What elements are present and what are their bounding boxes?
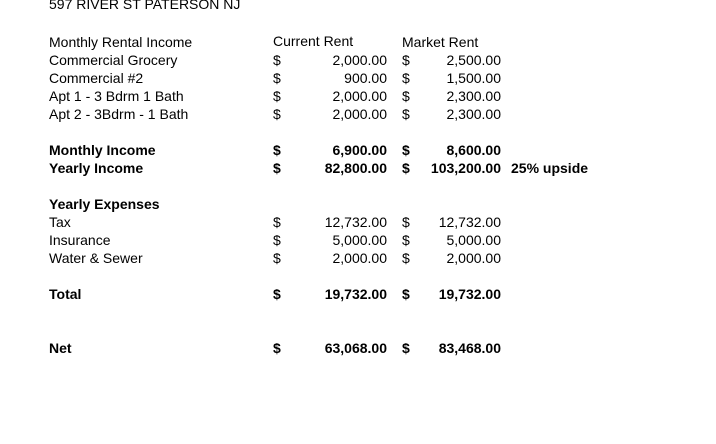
upside-note: 25% upside xyxy=(511,160,589,176)
column-header-market-rent: Market Rent xyxy=(402,34,479,50)
monthly-income-label: Monthly Income xyxy=(49,142,156,158)
currency-symbol: $ xyxy=(273,232,281,248)
currency-symbol: $ xyxy=(273,88,281,104)
net-current: 63,068.00 xyxy=(324,340,387,356)
monthly-income-market: 8,600.00 xyxy=(446,142,501,158)
current-rent-value: 2,000.00 xyxy=(332,52,387,68)
currency-symbol: $ xyxy=(273,160,281,176)
expense-row-label: Tax xyxy=(49,214,71,230)
expense-market-value: 2,000.00 xyxy=(446,250,501,266)
currency-symbol: $ xyxy=(273,214,281,230)
market-rent-value: 1,500.00 xyxy=(446,70,501,86)
currency-symbol: $ xyxy=(402,232,410,248)
monthly-income-current: 6,900.00 xyxy=(332,142,387,158)
expense-market-value: 12,732.00 xyxy=(438,214,501,230)
current-rent-value: 2,000.00 xyxy=(332,88,387,104)
currency-symbol: $ xyxy=(402,52,410,68)
currency-symbol: $ xyxy=(273,142,281,158)
currency-symbol: $ xyxy=(273,52,281,68)
market-rent-value: 2,500.00 xyxy=(446,52,501,68)
currency-symbol: $ xyxy=(402,160,410,176)
column-header-current-rent: Current Rent xyxy=(273,33,354,49)
expense-market-value: 5,000.00 xyxy=(446,232,501,248)
income-row-label: Commercial Grocery xyxy=(49,52,178,68)
market-rent-value: 2,300.00 xyxy=(446,88,501,104)
currency-symbol: $ xyxy=(402,250,410,266)
section-header-expenses: Yearly Expenses xyxy=(49,196,160,212)
expense-current-value: 2,000.00 xyxy=(332,250,387,266)
currency-symbol: $ xyxy=(402,142,410,158)
currency-symbol: $ xyxy=(273,106,281,122)
expense-current-value: 5,000.00 xyxy=(332,232,387,248)
expense-row-label: Insurance xyxy=(49,232,111,248)
page-title: 597 RIVER ST PATERSON NJ xyxy=(49,0,241,12)
yearly-income-market: 103,200.00 xyxy=(430,160,501,176)
currency-symbol: $ xyxy=(273,250,281,266)
current-rent-value: 2,000.00 xyxy=(332,106,387,122)
currency-symbol: $ xyxy=(273,340,281,356)
income-row-label: Apt 1 - 3 Bdrm 1 Bath xyxy=(49,88,184,104)
yearly-income-current: 82,800.00 xyxy=(324,160,387,176)
currency-symbol: $ xyxy=(402,340,410,356)
total-current: 19,732.00 xyxy=(324,286,387,302)
currency-symbol: $ xyxy=(273,286,281,302)
currency-symbol: $ xyxy=(273,70,281,86)
currency-symbol: $ xyxy=(402,286,410,302)
market-rent-value: 2,300.00 xyxy=(446,106,501,122)
currency-symbol: $ xyxy=(402,214,410,230)
total-market: 19,732.00 xyxy=(438,286,501,302)
currency-symbol: $ xyxy=(402,70,410,86)
net-market: 83,468.00 xyxy=(438,340,501,356)
currency-symbol: $ xyxy=(402,106,410,122)
currency-symbol: $ xyxy=(402,88,410,104)
income-row-label: Apt 2 - 3Bdrm - 1 Bath xyxy=(49,106,189,122)
income-row-label: Commercial #2 xyxy=(49,70,144,86)
expense-current-value: 12,732.00 xyxy=(324,214,387,230)
net-label: Net xyxy=(49,340,72,356)
yearly-income-label: Yearly Income xyxy=(49,160,144,176)
expense-row-label: Water & Sewer xyxy=(49,250,143,266)
total-label: Total xyxy=(49,286,82,302)
section-header-income: Monthly Rental Income xyxy=(49,34,193,50)
current-rent-value: 900.00 xyxy=(344,70,387,86)
